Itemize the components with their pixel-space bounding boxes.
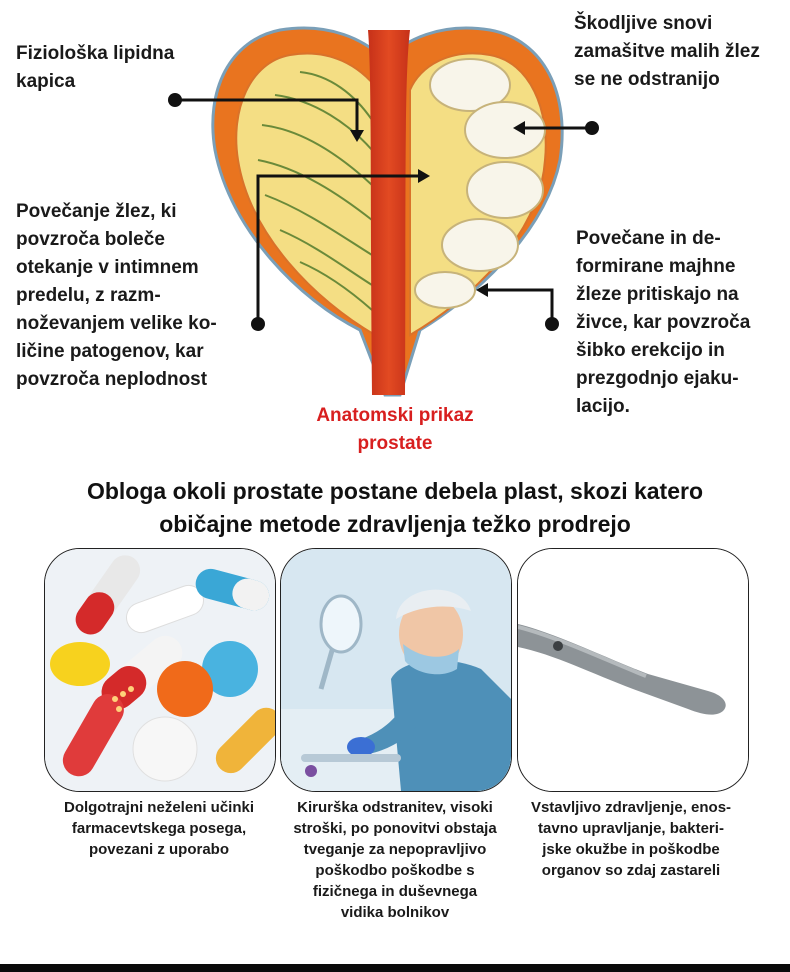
label-gland-enlargement: Povečanje žlez, ki povzroča boleče otekanje v intimnem predelu, z razm- noževanjem velike ko- ličine patogenov, kar povzroča neplodnost [16, 201, 217, 390]
insertable-device-photo [517, 548, 749, 792]
headline: Obloga okoli prostate postane debela plast, skozi katero običajne metode zdravljenja težko prodrejo [86, 478, 704, 537]
surgery-caption: Kirurška odstranitev, visoki stroški, po ponovitvi obstaja tveganje za nepopravljivo poškodbo poškodbe s fizičnega in duševnega vidika bolnikov [293, 799, 497, 921]
device-caption: Vstavljivo zdravljenje, enos- tavno upravljanje, bakteri- jske okužbe in poškodbe organov so zdaj zastareli [530, 799, 732, 879]
surgeon-photo [280, 548, 512, 792]
pills-icon [45, 549, 275, 791]
pills-caption: Dolgotrajni neželeni učinki farmacevtskega posega, povezani z uporabo [63, 799, 255, 858]
surgeon-icon [281, 549, 511, 791]
insertable-device-icon [518, 549, 748, 791]
diagram-caption: Anatomski prikaz prostate [316, 405, 474, 454]
label-harmful-substances: Škodljive snovi zamašitve malih žlez se ne odstranijo [574, 13, 760, 90]
bottom-divider [0, 964, 790, 972]
label-deformed-glands: Povečane in de- formirane majhne žleze pritiskajo na živce, kar povzroča šibko erekcijo in prezgodnjo ejaku- lacijo. [576, 228, 751, 417]
pills-photo [44, 548, 276, 792]
label-lipid-cap: Fiziološka lipidna kapica [16, 43, 175, 92]
urethra [368, 30, 410, 395]
